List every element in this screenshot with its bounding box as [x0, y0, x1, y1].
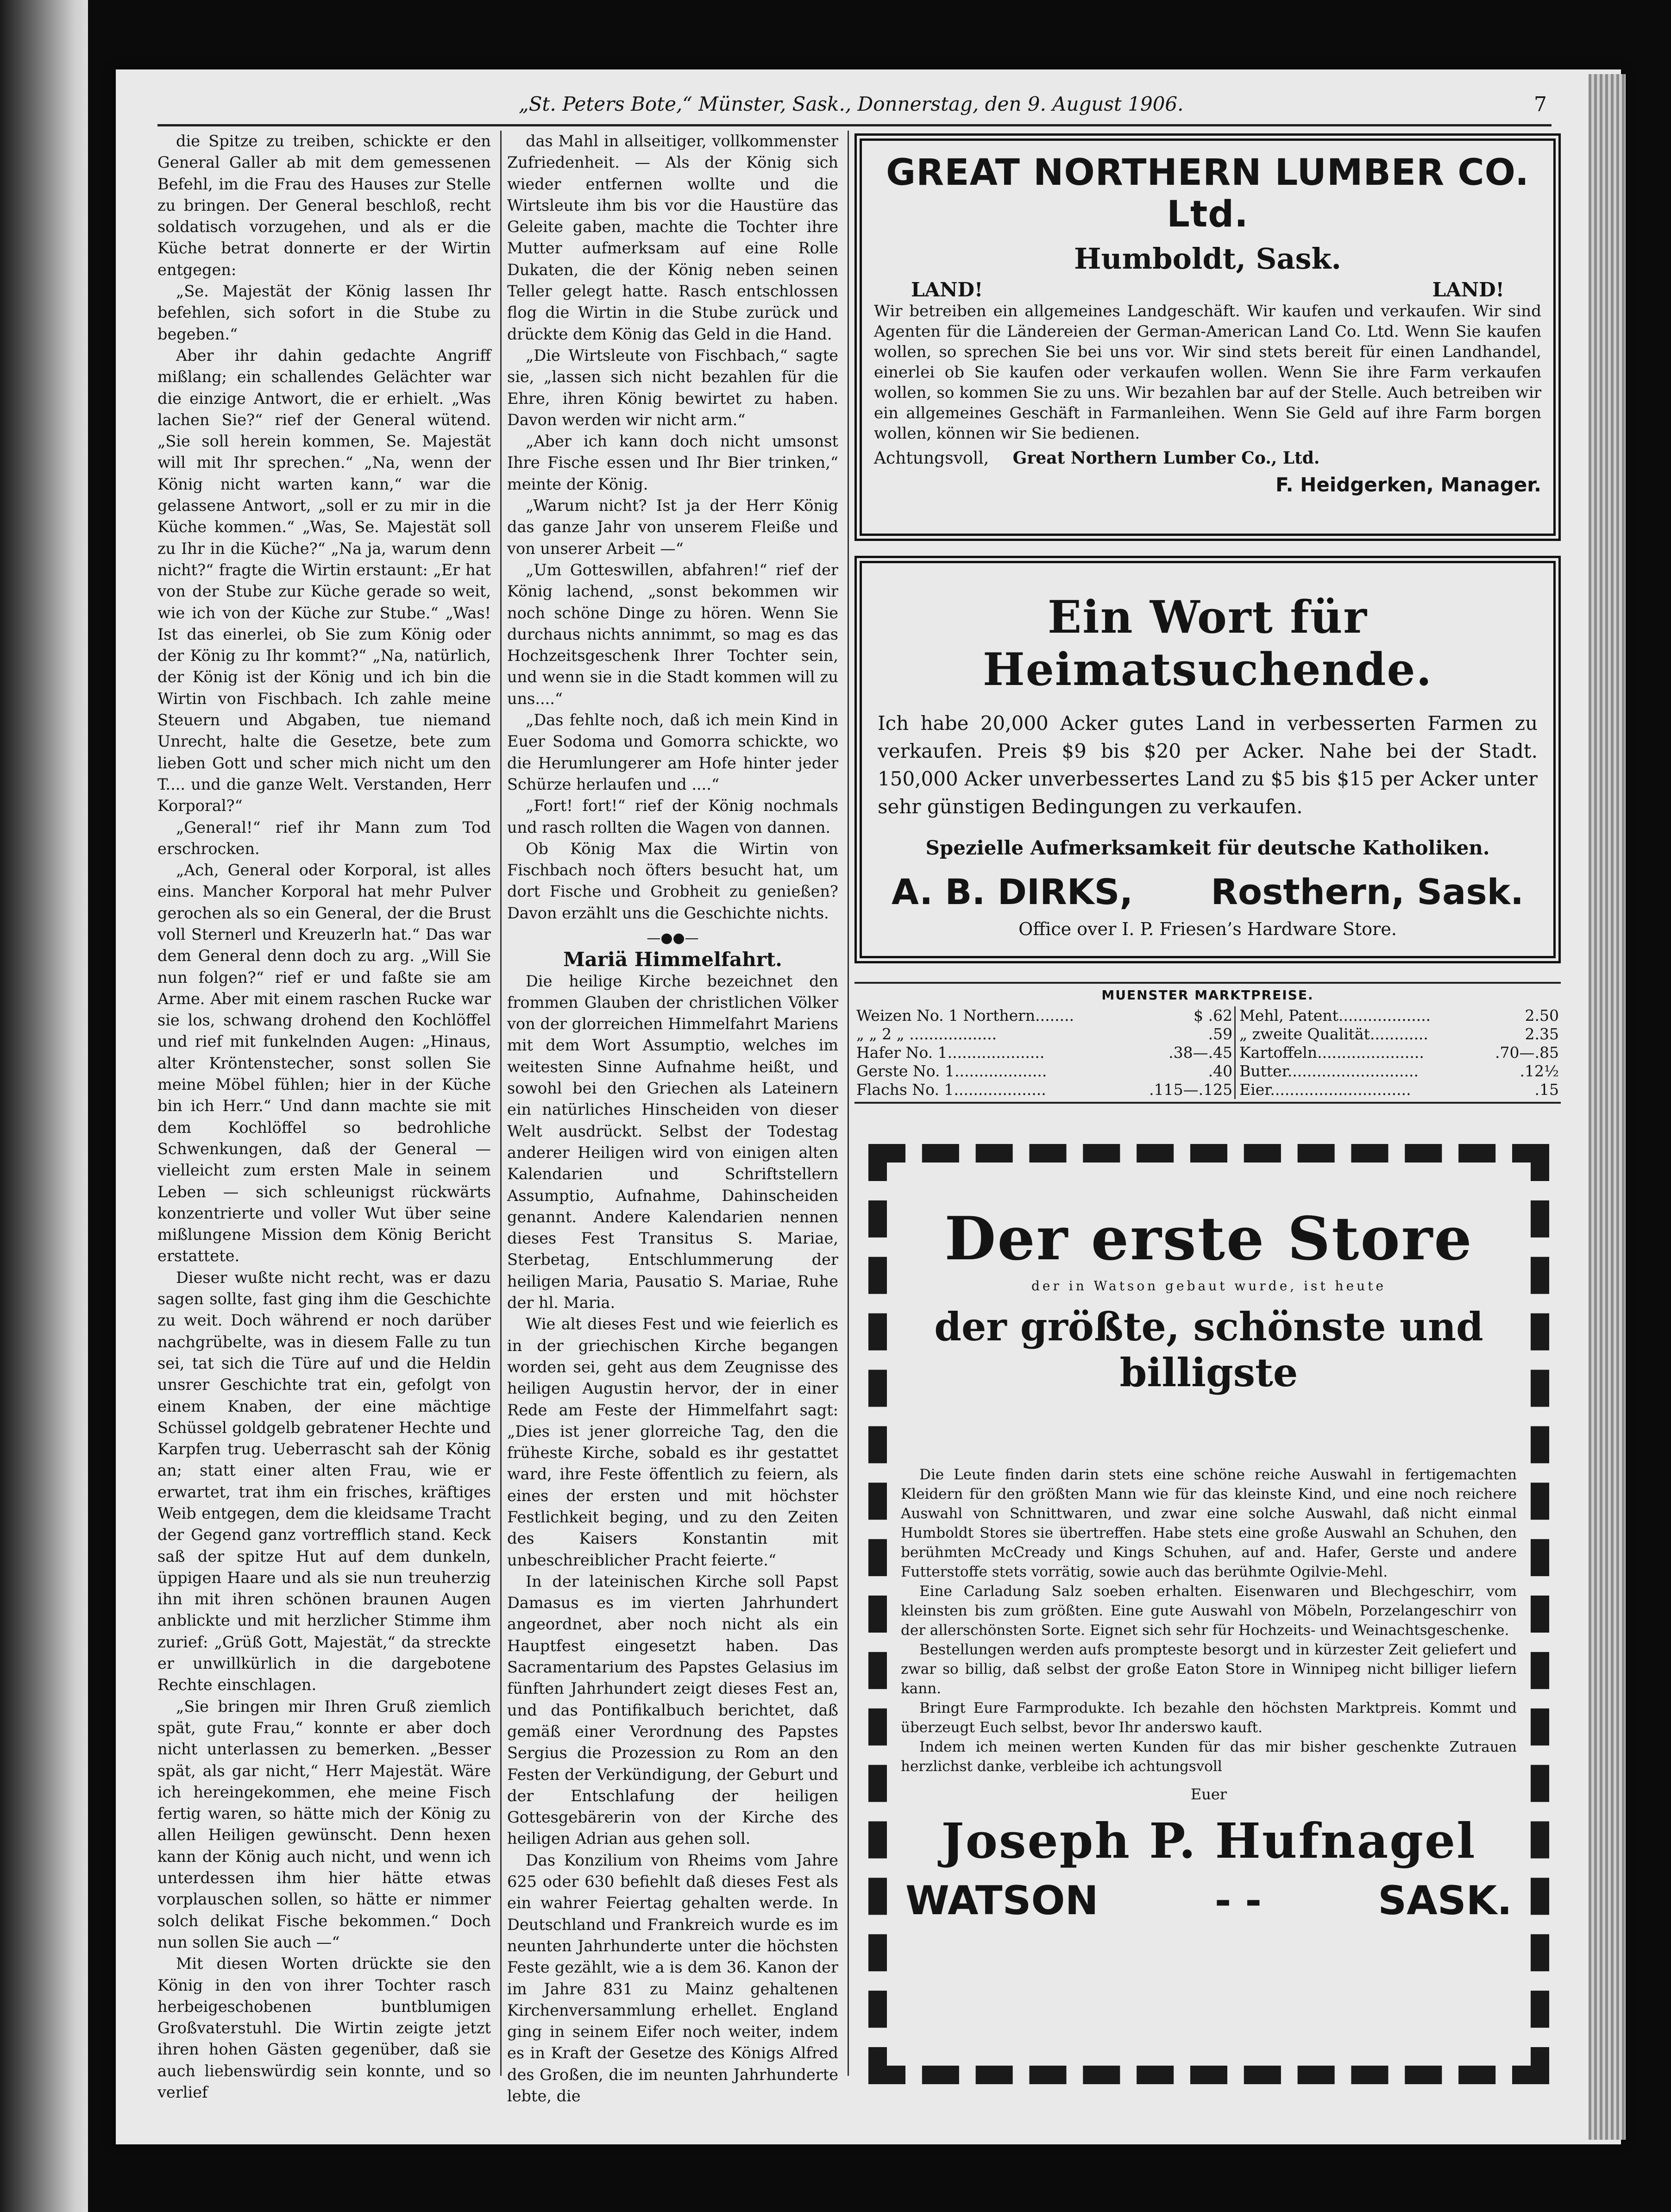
paragraph: Die Leute finden darin stets eine schöne reiche Auswahl in fertigemachten Kleidern für den größten Mann wie für das kleinste Kind, und eine noch reichere Auswahl von Schnittwaren, und zwar eine solche Auswahl, daß nicht einmal Humboldt Stores sie übertreffen. Habe stets eine große Auswahl an Schuhen, den berühmten McCready und Kings Schuhen, auf and. Hafer, Gerste und andere Futterstoffe stets vorrätig, sowie auch das berühmte Ogilvie-Mehl.	[901, 1466, 1517, 1580]
paragraph: Die heilige Kirche bezeichnet den frommen Glauben der christlichen Völker von der glorreichen Himmelfahrt Mariens mit dem Wort Assumptio, welches im weitesten Sinne Aufnahme heißt, und sowohl bei den Griechen als Lateinern ein natürliches Hinscheiden von dieser Welt ausdrückt. Selbst der Todestag anderer Heiligen wird von einigen alten Kalendarien und Schriftstellern Assumptio, Aufnahme, Dahinscheiden genannt. Andere Kalendarien nennen dieses Fest Transitus S. Mariae, Sterbetag, Entschlummerung der heiligen Maria, Pausatio S. Mariae, Ruhe der hl. Maria.	[507, 972, 838, 1312]
ad-great-northern-lumber	[854, 133, 1561, 541]
adjacent-page-edge	[0, 0, 88, 2212]
ad-store-owner: Joseph P. Hufnagel	[941, 1812, 1476, 1869]
ad-dirks-place: Rosthern, Sask.	[1211, 871, 1524, 912]
market-right-price: .15	[1534, 1081, 1559, 1099]
ad-store-euer: Euer	[1190, 1785, 1227, 1803]
paragraph: „Warum nicht? Ist ja der Herr König das ganze Jahr von unserem Fleiße und von unserer Arbeit —“	[507, 496, 838, 558]
paragraph: Bringt Eure Farmprodukte. Ich bezahle den höchsten Marktpreis. Kommt und überzeugt Euch selbst, bevor Ihr anderswo kauft.	[901, 1700, 1517, 1736]
market-left-price: .59	[1208, 1025, 1233, 1043]
paragraph: „Sie bringen mir Ihren Gruß ziemlich spät, gute Frau,“ konnte er aber doch nicht unterlassen zu bemerken. „Besser spät, als gar nicht,“ Herr Majestät. Wäre ich hereingekommen, ehe meine Fisch fertig waren, so hätte mich der König zu allen Heiligen gewünscht. Denn hexen kann der König auch nicht, und wenn ich unterdessen ihm hier hätte etwas vorplauschen sollen, so hätte er nimmer solch delikat Fische bekommen.“ Doch nun sollen Sie auch —“	[157, 1697, 491, 1951]
place-mid: - -	[1214, 1878, 1262, 1924]
paragraph: Das Konzilium von Rheims vom Jahre 625 oder 630 befiehlt daß dieses Fest als ein wahrer Feiertag gehalten werde. In Deutschland und Frankreich wurde es im neunten Jahrhunderte unter die höchsten Feste gezählt, wie a is dem 36. Kanon der im Jahre 831 zu Mainz gehaltenen Kirchenversammlung erhellet. England ging in seinem Eifer noch weiter, indem es in Kraft der Gesetze des Königs Alfred des Großen, die im neunten Jahrhunderte lebte, die	[507, 1851, 838, 2105]
column-rule-2	[848, 131, 849, 2076]
ad-store-place	[901, 1878, 1517, 1924]
paragraph: In der lateinischen Kirche soll Papst Damasus es im vierten Jahrhundert angeordnet, aber noch nicht als ein Hauptfest eingesetzt haben. Das Sacramentarium des Papstes Gelasius im fünften Jahrhundert zeigt dieses Fest an, und das Pontifikalbuch berichtet, daß gemäß einer Verordnung des Papstes Sergius die Prozession zu Rom an den Festen der Verkündigung, der Geburt und der Entschlafung der heiligen Gottesgebärerin von der Kirche des heiligen Adrian aus gehen soll.	[507, 1572, 838, 1848]
ad-dirks-body: Ich habe 20,000 Acker gutes Land in verbesserten Farmen zu verkaufen. Preis $9 bis $20 per Acker. Nahe bei der Stadt. 150,000 Acker unverbessertes Land zu $5 bis $15 per Acker unter sehr günstigen Bedingungen zu verkaufen.	[878, 712, 1538, 818]
page-stack-edge	[1589, 74, 1626, 2140]
ad-lumber-signoff	[874, 448, 1541, 468]
market-right-price: .70—.85	[1495, 1043, 1559, 1062]
land-right: LAND!	[1432, 278, 1504, 301]
paragraph: Aber ihr dahin gedachte Angriff mißlang; ein schallendes Gelächter war die einzige Antwort, die er erhielt. „Was lachen Sie?“ rief der General wütend. „Sie soll herein kommen, Se. Majestät will mit Ihr sprechen.“ „Na, wenn der König nicht warten kann,“ war die gelassene Antwort, „soll er zu mir in die Küche kommen.“ „Was, Se. Majestät soll zu Ihr in die Küche?“ „Na ja, warum denn nicht?“ fragte die Wirtin erstaunt: „Er hat von der Stube zur Küche gerade so weit, wie ich von der Küche zur Stube.“ „Was! Ist das einerlei, ob Sie zum König oder der König zu Ihr kommt?“ „Na, natürlich, der König ist der König und ich bin die Wirtin von Fischbach. Ich zahle meine Steuern und Abgaben, tue niemand Unrecht, halte die Gesetze, bete zum lieben Gott und scher mich nicht um den T.... und die ganze Welt. Verstanden, Herr Korporal?“	[157, 346, 491, 815]
paragraph: Eine Carladung Salz soeben erhalten. Eisenwaren und Blechgeschirr, vom kleinsten bis zum größten. Eine gute Auswahl von Möbeln, Porzelangeschirr von der allerschönsten Sorte. Eignet sich sehr für Hochzeits- und Weinachtsgeschenke.	[901, 1583, 1517, 1639]
ad-store-sub: der in Watson gebaut wurde, ist heute	[1031, 1278, 1387, 1294]
header-rule	[157, 124, 1552, 126]
market-right-item: Eier.............................	[1239, 1081, 1411, 1099]
market-row	[854, 1025, 1561, 1043]
paragraph: „Aber ich kann doch nicht umsonst Ihre Fische essen und Ihr Bier trinken,“ meinte der König.	[507, 432, 838, 493]
market-left-item: Weizen No. 1 Northern........	[856, 1006, 1074, 1024]
market-left-item: „ „ 2 „ ..................	[856, 1025, 997, 1043]
paragraph: „General!“ rief ihr Mann zum Tod erschrocken.	[157, 818, 491, 858]
ad-store-body	[901, 1465, 1517, 1776]
section-title: Mariä Himmelfahrt.	[563, 948, 782, 971]
paragraph: „Se. Majestät der König lassen Ihr befehlen, sich sofort in die Stube zu begeben.“	[157, 282, 491, 343]
paragraph: „Ach, General oder Korporal, ist alles eins. Mancher Korporal hat mehr Pulver gerochen als so ein General, der die Brust voll Sternerl und Kreuzerln hat.“ Das war dem General denn doch zu arg. „Will Sie nun folgen?“ rief er und faßte sie am Arme. Aber mit einem raschen Rucke war sie los, schwang drohend den Kochlöffel und rief mit funkelnden Augen: „Hinaus, alter Kröntenstecher, sonst sollen Sie meine Möbel fühlen; hier in der Küche bin ich Herr.“ Und dann machte sie mit dem Kochlöffel so bedrohliche Schwenkungen, daß der General — vielleicht zum ersten Male in seinem Leben — sich schleunigst rückwärts konzentrierte und voller Wut über seine mißlungene Mission dem König Bericht erstattete.	[157, 861, 491, 1265]
paragraph: die Spitze zu treiben, schickte er den General Galler ab mit dem gemessenen Befehl, im die Frau des Hauses zur Stelle zu bringen. Der General beschloß, recht soldatisch vorzugehen, und als er die Küche betrat donnerte er der Wirtin entgegen:	[157, 132, 491, 279]
story-column-1	[157, 131, 491, 2103]
market-right-price: 2.50	[1525, 1006, 1559, 1024]
story-column-2	[507, 131, 838, 2107]
ad-lumber-body: Wir betreiben ein allgemeines Landgeschäft. Wir kaufen und verkaufen. Wir sind Agenten für die Ländereien der German-American Land Co. Ltd. Wenn Sie kaufen wollen, so sprechen Sie bei uns vor. Wir sind stets bereit für einen Landhandel, einerlei ob Sie kaufen oder verkaufen wollen. Wenn Sie ihre Farm verkaufen wollen, so kommen Sie zu uns. Wir bezahlen bar auf der Stelle. Auch betreiben wir ein allgemeines Geschäft in Farmanleihen. Wenn Sie Geld auf ihre Farm borgen wollen, können wir Sie bedienen.	[874, 302, 1541, 443]
market-table	[854, 1006, 1561, 1099]
section-ornament: —●●—	[647, 930, 699, 946]
ad-dirks-name-row	[878, 871, 1538, 912]
ad-dirks	[854, 556, 1561, 963]
market-right-price: .12½	[1520, 1062, 1559, 1080]
signoff-word: Achtungsvoll,	[874, 449, 989, 468]
market-right-item: „ zweite Qualität............	[1239, 1025, 1428, 1043]
ad-hufnagel-store	[868, 1144, 1549, 2084]
paragraph: Mit diesen Worten drückte sie den König in den von ihrer Tochter rasch herbeigeschobenen buntblumigen Großvaterstuhl. Die Wirtin zeigte jetzt ihren hohen Gästen gegenüber, daß sie auch liebenswürdig sein konnte, und so verlief	[157, 1954, 491, 2102]
paragraph: Bestellungen werden aufs prompteste besorgt und in kürzester Zeit geliefert und zwar so billig, daß selbst der große Eaton Store in Winnipeg nicht billiger liefern kann.	[901, 1641, 1517, 1697]
ad-dirks-special: Spezielle Aufmerksamkeit für deutsche Katholiken.	[925, 836, 1490, 859]
ad-lumber-name: GREAT NORTHERN LUMBER CO. Ltd.	[886, 152, 1529, 235]
paragraph: „Fort! fort!“ rief der König nochmals und rasch rollten die Wagen von dannen.	[507, 797, 838, 836]
market-left-price: .38—.45	[1168, 1043, 1233, 1062]
ad-dirks-office: Office over I. P. Friesen’s Hardware Store.	[1018, 919, 1397, 939]
market-left-item: Hafer No. 1....................	[856, 1043, 1045, 1062]
paragraph: „Um Gotteswillen, abfahren!“ rief der König lachend, „sonst bekommen wir noch schöne Dinge zu hören. Wenn Sie durchaus nichts annimmt, so mag es das Hochzeitsgeschenk Ihrer Tochter sein, und wenn sie in die Stadt kommen will zu uns....“	[507, 560, 838, 708]
market-left-item: Gerste No. 1...................	[856, 1062, 1047, 1080]
paragraph: Dieser wußte nicht recht, was er dazu sagen sollte, fast ging ihm die Geschichte zu weit. Doch während er noch darüber nachgrübelte, was in diesem Falle zu tun sei, tat sich die Türe auf und die Heldin unsrer Geschichte trat ein, gefolgt von einem Knaben, der eine mächtige Schüssel goldgelb gebratener Hechte und Karpfen trug. Ueberrascht sah der König an; statt einer alten Frau, wie er erwartet, trat ihm ein frisches, kräftiges Weib entgegen, dem die kleidsame Tracht der Gegend ganz vortrefflich stand. Keck saß der spitze Hut auf dem dunkeln, üppigen Haare und als sie nun treuherzig ihn mit ihren schönen braunen Augen anblickte und mit herzlicher Stimme ihm zurief: „Grüß Gott, Majestät,“ da streckte er unwillkürlich in die dargebotene Rechte einschlagen.	[157, 1268, 491, 1694]
market-left-price: $ .62	[1194, 1006, 1233, 1024]
page-number: 7	[1534, 93, 1547, 116]
market-left-price: .115—.125	[1149, 1081, 1233, 1099]
ad-dirks-name: A. B. DIRKS,	[892, 871, 1133, 912]
paragraph: Wie alt dieses Fest und wie feierlich es in der griechischen Kirche begangen worden sei, geht aus dem Zeugnisse des heiligen Augustin hervor, der in einer Rede am Feste der Himmelfahrt sagt: „Dies ist jener glorreiche Tag, den die früheste Kirche, sobald es ihr gestattet ward, ihre Feste öffentlich zu feiern, als eines der ersten und mit höchster Festlichkeit beging, und zu den Zeiten des Kaisers Konstantin mit unbeschreiblicher Pracht feierte.“	[507, 1315, 838, 1569]
paragraph: „Die Wirtsleute von Fischbach,“ sagte sie, „lassen sich nicht bezahlen für die Ehre, ihren König bewirtet zu haben. Davon werden wir nicht arm.“	[507, 346, 838, 429]
column-rule-1	[500, 131, 502, 2076]
market-bottom-rule	[854, 1099, 1561, 1104]
market-row	[854, 1043, 1561, 1062]
market-row	[854, 1006, 1561, 1025]
market-row	[854, 1081, 1561, 1099]
ad-lumber-land-row	[874, 278, 1541, 301]
market-right-price: 2.35	[1525, 1025, 1559, 1043]
page-header	[157, 93, 1552, 125]
signoff-company: Great Northern Lumber Co., Ltd.	[1012, 448, 1320, 468]
market-prices	[854, 982, 1561, 1104]
paragraph: Ob König Max die Wirtin von Fischbach noch öfters besucht hat, um dort Fische und Grobheit zu genießen? Davon erzählt uns die Geschichte nichts.	[507, 839, 838, 922]
market-left-price: .40	[1208, 1062, 1233, 1080]
paragraph: Indem ich meinen werten Kunden für das mir bisher geschenkte Zutrauen herzlichst danke, verbleibe ich achtungsvoll	[901, 1739, 1517, 1775]
ad-store-headline2: der größte, schönste und billigste	[934, 1304, 1483, 1395]
header-title: „St. Peters Bote,“ Münster, Sask., Donnerstag, den 9. August 1906.	[519, 93, 1184, 115]
paragraph: „Das fehlte noch, daß ich mein Kind in Euer Sodoma und Gomorra schickte, wo die Herumlungerer am Hofe hinter jeder Schürze herlaufen und ....“	[507, 711, 838, 793]
market-left-item: Flachs No. 1...................	[856, 1081, 1046, 1099]
land-left: LAND!	[911, 278, 983, 301]
ad-lumber-manager: F. Heidgerken, Manager.	[1275, 473, 1541, 496]
ad-dirks-headline: Ein Wort für Heimatsuchende.	[983, 591, 1432, 696]
market-right-item: Kartoffeln......................	[1239, 1043, 1424, 1062]
ad-lumber-place: Humboldt, Sask.	[1074, 242, 1342, 276]
paragraph: das Mahl in allseitiger, vollkommenster Zufriedenheit. — Als der König sich wieder entfernen wollte und die Wirtsleute ihm bis vor die Haustüre das Geleite gaben, machte die Tochter ihre Mutter aufmerksam auf eine Rolle Dukaten, die der König neben seinen Teller gelegt hatte. Rasch entschlossen flog die Wirtin in die Stube zurück und drückte dem König das Geld in die Hand.	[507, 132, 838, 343]
place-left: WATSON	[905, 1878, 1099, 1924]
ad-store-inner	[901, 1176, 1517, 2052]
market-right-item: Mehl, Patent...................	[1239, 1006, 1431, 1024]
place-right: SASK.	[1378, 1878, 1512, 1924]
market-right-item: Butter...........................	[1239, 1062, 1419, 1080]
market-row	[854, 1062, 1561, 1081]
market-title: MUENSTER MARKTPREISE.	[854, 982, 1561, 1003]
ad-store-headline: Der erste Store	[944, 1204, 1473, 1274]
